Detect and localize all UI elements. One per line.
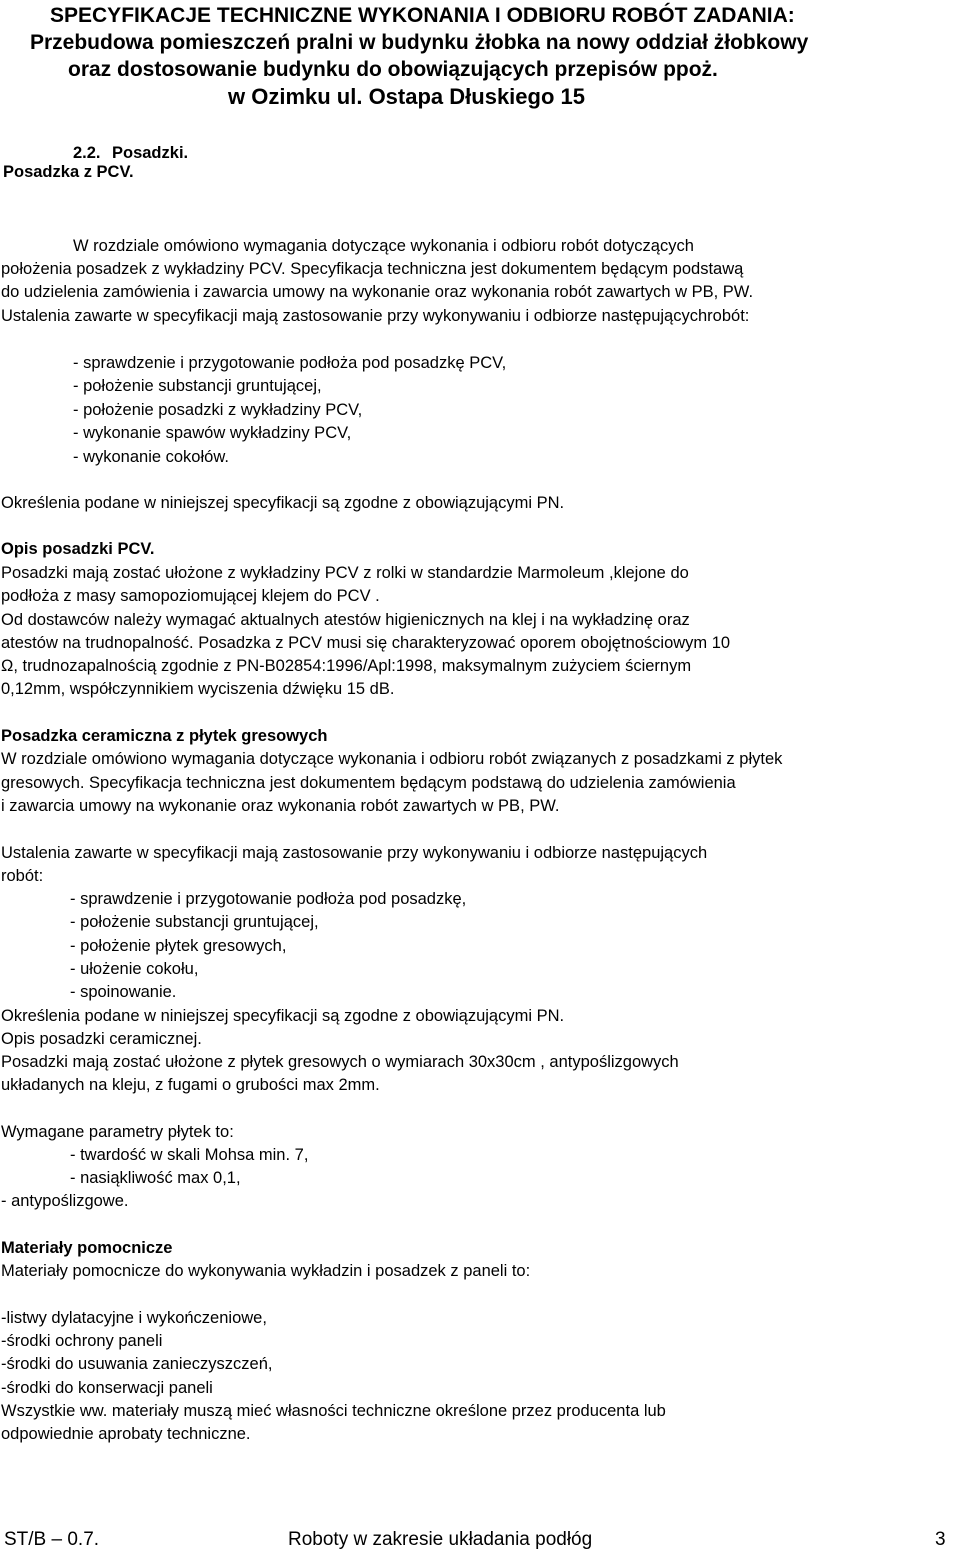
pcv-desc-line: 0,12mm, współczynnikiem wyciszenia dźwięku 15 dB. <box>1 680 395 698</box>
footer-page-number: 3 <box>935 1529 946 1550</box>
section-title: Posadzki. <box>112 144 189 162</box>
aux-intro: Materiały pomocnicze do wykonywania wykładzin i posadzek z paneli to: <box>1 1262 531 1280</box>
ceramic-heading: Posadzka ceramiczna z płytek gresowych <box>1 727 328 745</box>
pcv-desc-line: atestów na trudnopalność. Posadzka z PCV musi się charakteryzować oporem obojętnościowym 10 <box>1 634 731 652</box>
section-number: 2.2. <box>73 144 101 162</box>
ceramic-desc-heading: Opis posadzki ceramicznej. <box>1 1030 202 1048</box>
ceramic-params-heading: Wymagane parametry płytek to: <box>1 1123 234 1141</box>
ceramic-intro-line: gresowych. Specyfikacja techniczna jest dokumentem będącym podstawą do udzielenia zamówienia <box>1 774 736 792</box>
aux-closing-line: odpowiednie aprobaty techniczne. <box>1 1425 251 1443</box>
pcv-desc-line: Ω, trudnozapalnością zgodnie z PN-B02854:1996/Apl:1998, maksymalnym zużyciem ściernym <box>1 657 692 675</box>
pcv-pn-note: Określenia podane w niniejszej specyfikacji są zgodne z obowiązującymi PN. <box>1 494 565 512</box>
aux-closing-line: Wszystkie ww. materiały muszą mieć własności techniczne określone przez producenta lub <box>1 1402 666 1420</box>
pcv-desc-line: podłoża z masy samopoziomującej klejem do PCV . <box>1 587 380 605</box>
ceramic-param-item: - twardość w skali Mohsa min. 7, <box>70 1146 309 1164</box>
aux-item: -środki ochrony paneli <box>1 1332 163 1350</box>
ceramic-work-item: - sprawdzenie i przygotowanie podłoża pod posadzkę, <box>70 890 467 908</box>
ceramic-desc-line: Posadzki mają zostać ułożone z płytek gresowych o wymiarach 30x30cm , antypoślizgowych <box>1 1053 679 1071</box>
doc-header-line-4: w Ozimku ul. Ostapa Dłuskiego 15 <box>228 84 585 109</box>
pcv-work-item: - sprawdzenie i przygotowanie podłoża pod posadzkę PCV, <box>73 354 507 372</box>
pcv-work-item: - położenie posadzki z wykładziny PCV, <box>73 401 363 419</box>
pcv-intro-line: do udzielenia zamówienia i zawarcia umowy na wykonanie oraz wykonania robót zawartych w PB, PW. <box>1 283 754 301</box>
ceramic-intro-line: W rozdziale omówiono wymagania dotyczące wykonania i odbioru robót związanych z posadzkami z płytek <box>1 750 783 768</box>
aux-heading: Materiały pomocnicze <box>1 1239 173 1257</box>
pcv-work-item: - wykonanie cokołów. <box>73 448 229 466</box>
pcv-intro-line: W rozdziale omówiono wymagania dotyczące wykonania i odbioru robót dotyczących <box>73 237 694 255</box>
pcv-desc-line: Posadzki mają zostać ułożone z wykładziny PCV z rolki w standardzie Marmoleum ,klejone do <box>1 564 689 582</box>
ceramic-param-item: - antypoślizgowe. <box>1 1192 129 1210</box>
doc-header-line-3: oraz dostosowanie budynku do obowiązujących przepisów ppoż. <box>68 58 718 81</box>
doc-header-line-2: Przebudowa pomieszczeń pralni w budynku żłobka na nowy oddział żłobkowy <box>30 31 809 54</box>
ceramic-work-item: - położenie substancji gruntującej, <box>70 913 319 931</box>
aux-item: -środki do konserwacji paneli <box>1 1379 213 1397</box>
ceramic-work-item: - spoinowanie. <box>70 983 177 1001</box>
pcv-intro-line: położenia posadzek z wykładziny PCV. Specyfikacja techniczna jest dokumentem będącym podstawą <box>1 260 744 278</box>
ceramic-param-item: - nasiąkliwość max 0,1, <box>70 1169 241 1187</box>
doc-header-line-1: SPECYFIKACJE TECHNICZNE WYKONANIA I ODBIORU ROBÓT ZADANIA: <box>50 4 795 27</box>
pcv-desc-heading: Opis posadzki PCV. <box>1 540 155 558</box>
ceramic-work-item: - ułożenie cokołu, <box>70 960 199 978</box>
aux-item: -listwy dylatacyjne i wykończeniowe, <box>1 1309 267 1327</box>
ceramic-pn-note: Określenia podane w niniejszej specyfikacji są zgodne z obowiązującymi PN. <box>1 1007 565 1025</box>
pcv-heading: Posadzka z PCV. <box>3 163 134 181</box>
ceramic-scope-line: Ustalenia zawarte w specyfikacji mają zastosowanie przy wykonywaniu i odbiorze następujących <box>1 844 708 862</box>
ceramic-desc-line: układanych na kleju, z fugami o grubości max 2mm. <box>1 1076 380 1094</box>
aux-item: -środki do usuwania zanieczyszczeń, <box>1 1355 273 1373</box>
ceramic-scope-line: robót: <box>1 867 44 885</box>
ceramic-intro-line: i zawarcia umowy na wykonanie oraz wykonania robót zawartych w PB, PW. <box>1 797 560 815</box>
pcv-work-item: - położenie substancji gruntującej, <box>73 377 322 395</box>
ceramic-work-item: - położenie płytek gresowych, <box>70 937 287 955</box>
pcv-intro-line: Ustalenia zawarte w specyfikacji mają zastosowanie przy wykonywaniu i odbiorze następującychrobót: <box>1 307 750 325</box>
footer-code: ST/B – 0.7. <box>4 1529 100 1550</box>
pcv-work-item: - wykonanie spawów wykładziny PCV, <box>73 424 352 442</box>
footer-title: Roboty w zakresie układania podłóg <box>288 1529 593 1550</box>
pcv-desc-line: Od dostawców należy wymagać aktualnych atestów higienicznych na klej i na wykładzinę oraz <box>1 611 690 629</box>
